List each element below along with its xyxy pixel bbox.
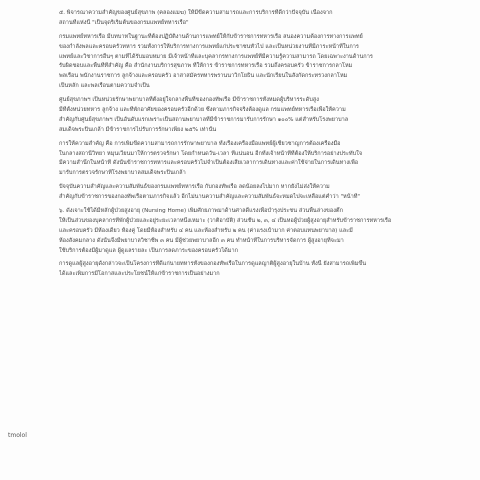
- text-line: ในกลางสถานีวิทยา หมุนเวียนมาให้การตรวจรักษา โดยกำหนดวัน-เวลา ที่แน่นอน อีกทั้งเจ้าหน้าที่ที่ต้องให้บริการอย่างประทับใจ: [59, 150, 363, 157]
- text-line: การให้ความสำคัญ คือ การเพิ่มขีดความสามารถการรักษาพยาบาล ทั้งเรื่องเครื่องมือแพทย์ผู้เชี่ยวชาญการต้องเครื่องมือ: [59, 140, 341, 147]
- text-line: ๕. พิจารณาความสำคัญของศูนย์สุขภาพ (คลองแมฆ) ให้มีขีดความสามารถและการบริการที่ดีกว่าปัจจุบัน เนื่องจาก: [59, 10, 333, 16]
- text-line: ของกำลังพลและครอบครัวทหาร รวมทั้งการให้บริการทางการแพทย์แก่ประชาชนทั่วไป และเป็นหน่วยงานที่มีภาระหน้าที่ในการ: [59, 43, 359, 50]
- paragraph: [59, 96, 432, 136]
- text-line: ศูนย์สุขภาพฯ เป็นหน่วยรักษาพยาบาลที่ตั้งอยู่ใจกลางพื้นที่ของกองทัพเรือ มีข้าราชการทั้งหมดผู้บริหารระดับสูง: [59, 97, 319, 104]
- paragraph: [59, 183, 432, 203]
- text-line: ปัจจุบันความสำคัญและความสัมพันธ์ของกรมแพทย์ทหารเรือ กับกองทัพเรือ ลดน้อยลงไปมาก หากยังไม่ส่งให้ความ: [59, 184, 330, 191]
- paragraph: [59, 140, 432, 180]
- text-line: สถานที่แห่งนี้ "เป็นจุดริเริ่มต้นของกรมแพทย์ทหารเรือ": [59, 19, 189, 26]
- document-body: [59, 9, 432, 280]
- text-line: ได้และเพิ่มการมีโอกาสและประโยชน์ให้แก่ข้าราชการเป็นอย่างมาก: [59, 271, 220, 278]
- text-line: และครอบครัว มีห้องเดียว ห้องคู่ โดยมีห้องสำหรับ ๔ คน และห้องสำหรับ ๒ คน (ค่าแรงเบ้ามาก ค่าตอบแทนพยาบาล) และมี: [59, 227, 353, 234]
- text-line: มีที่ตั้งหน่วยทหาร ลูกจ้าง และที่พักอาศัยของครอบครัวอีกด้วย ซึ่งตามภารกิจจริงต้องดูแล กรมแพทย์ทหารเรือเพื่อให้ความ: [59, 107, 346, 114]
- text-line: ให้เป็นส่วนของบุคลากรที่พักผู้ป่วยและอยู่ระยะเวลาหนึ่งเหมาะ (วาติอาบัติ) ส่วนชั้น ๒, ๓, ๔ เป็นหอผู้ป่วยผู้สูงอายุสำหรับข้าราชการทหารเรือ: [59, 217, 392, 224]
- text-line: รับผิดชอบและพื้นที่ที่สำคัญ คือ สำนักงานบริการสุขภาพ ที่ให้การ ข้าราชการทหารเรือ รวมถึงครอบครัว ข้าราชการกลาโหม: [59, 63, 353, 70]
- page-footer-label: tmolol: [8, 432, 27, 439]
- text-line: ห้องสังคมกลาง ดังนั้นจึงมีพยาบาลวิชาชีพ ๓ คน มีผู้ช่วยพยาบาลอีก ๓ คน ทำหน้าที่ในการบริหารจัดการ ผู้สูงอายุที่จะมา: [59, 237, 344, 244]
- paragraph: [59, 9, 432, 29]
- paragraph: [59, 33, 432, 92]
- text-line: พลเรือน พนักงานราชการ ลูกจ้างและครอบครัว อาสาสมัครทหารพรานนาวิกโยธิน และนักเรียนในสังกัดกระทรวงกลาโหม: [59, 73, 348, 80]
- text-line: แพทย์และวิชาการอื่นๆ ตามที่ได้รับมอบหมาย มีเจ้าหน้าที่และบุคลากรทางการแพทย์ที่มีความรู้ความสามารถ โดยเฉพาะงานด้านการ: [59, 53, 373, 60]
- text-line: สมเด็จพระปิ่นเกล้า มีข้าราชการไปรับการรักษาเพียง ๒๕% เท่านั้น: [59, 126, 217, 133]
- text-line: กรมแพทย์ทหารเรือ มีบทบาทในฐานะที่ต้องปฏิบัติงานด้านการแพทย์ให้กับข้าราชการทหารเรือ สนองความต้องการทางการแพทย์: [59, 33, 363, 40]
- text-line: มารับการตรวจรักษาที่โรงพยาบาลสมเด็จพระปิ่นเกล้า: [59, 170, 186, 177]
- text-line: ๖. ดังเจาะใช้ได้มีหลักผู้ป่วยสูงอายุ (Nursing Home) เพิ่มศักยภาพมาด้านศาลดีแรงเพื่อบำรุงประชน ส่วนพื้นล่างของตึก: [59, 208, 343, 215]
- text-line: สำคัญกับศูนย์สุขภาพฯ เป็นอันดับแรกเพราะเป็นสถานพยาบาลที่มีข้าราชการมารับการรักษา ๑๐๐% แต่สำหรับโรงพยาบาล: [59, 116, 349, 123]
- text-line: การดูแลผู้สูงอายุดังกล่าวจะเป็นโครงการที่ดีแก่นายทหารทั้งของกองทัพเรือในการดูแลญาติผู้สูงอายุในบ้าน ทั้งนี้ ยังสามารถเพิ่มขึ้น: [59, 261, 367, 268]
- text-line: มีความสำนึกในหน้าที่ ดังนั้นข้าราชการทหารและครอบครัวไม่จำเป็นต้องเสียเวลาการเดินทางและค่าใช้จ่ายในการเดินทางเพื่อ: [59, 160, 359, 167]
- text-line: ใช้บริการต้องมีผู้มาดูแล ผู้ดูแลรายละ เป็นการลดภาระของครอบครัวได้มาก: [59, 247, 238, 254]
- paragraph: [59, 207, 432, 256]
- paragraph: [59, 260, 432, 280]
- text-line: สำคัญกับข้าราชการของกองทัพเรือตามภารกิจแล้ว อีกไม่นานความสำคัญและความสัมพันธ์จะหมดไปจะเหลือแต่คำว่า "หน้าที่": [59, 194, 360, 201]
- text-line: เป็นหลัก และพลเรือนตามความจำเป็น: [59, 83, 150, 90]
